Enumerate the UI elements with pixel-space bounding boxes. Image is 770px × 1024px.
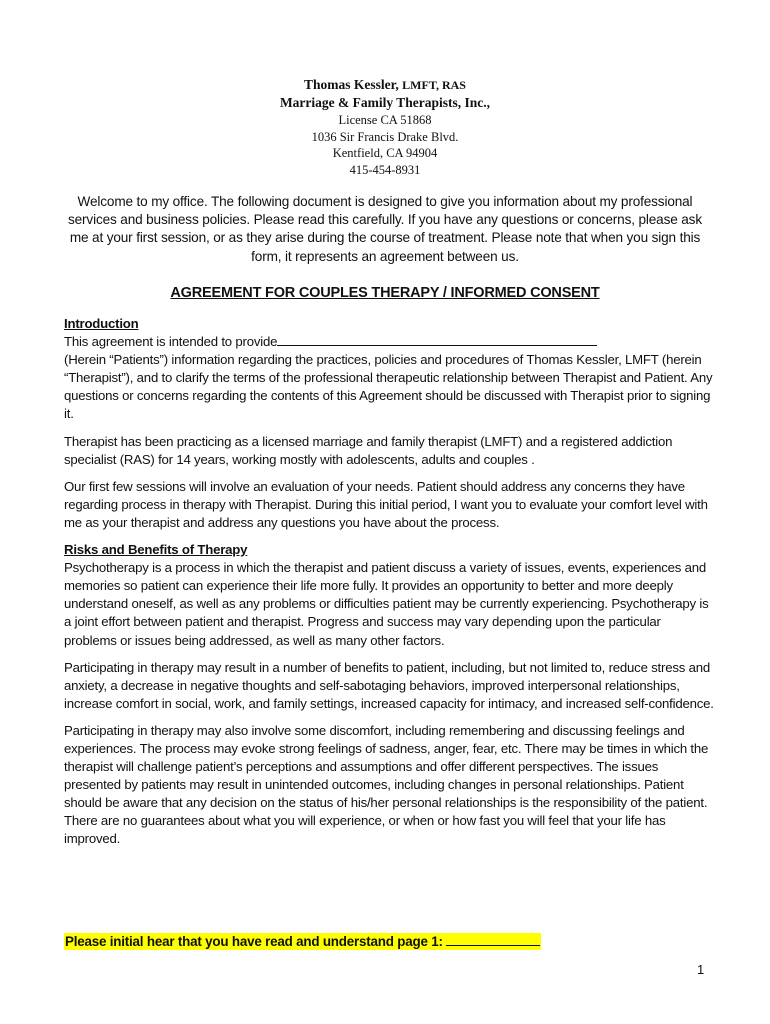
document-body bbox=[64, 315, 714, 858]
license-number: License CA 51868 bbox=[338, 113, 432, 127]
firm-name: Marriage & Family Therapists, Inc., bbox=[279, 95, 491, 110]
risks-paragraph-2: Participating in therapy may result in a number of benefits to patient, including, but not limited to, reduce stress and anxiety, a decrease in negative thoughts and self-sabotaging behaviors, improved interpersonal relationships, increase comfort in social, work, and family settings, increased capacity for intimacy, and increased self-confidence. bbox=[64, 659, 714, 711]
introduction-paragraph-2: Therapist has been practicing as a licensed marriage and family therapist (LMFT) and a registered addiction specialist (RAS) for 14 years, working mostly with adolescents, adults and couples . bbox=[64, 433, 673, 467]
therapist-name: Thomas Kessler, bbox=[304, 77, 399, 92]
therapist-credentials: LMFT, RAS bbox=[402, 78, 466, 92]
street-address: 1036 Sir Francis Drake Blvd. bbox=[311, 129, 459, 144]
introduction-rest: (Herein “Patients”) information regarding the practices, policies and procedures of Thomas Kessler, LMFT (herein “Therapist”), and to clarify the terms of the professional therapeutic relationship between Therapist and Patient. Any questions or concerns regarding the contents of this Agreement should be discussed with Therapist prior to signing it. bbox=[64, 352, 713, 422]
city-address: Kentfield, CA 94904 bbox=[332, 146, 438, 160]
patient-name-blank[interactable] bbox=[277, 333, 597, 346]
introduction-paragraph-3: Our first few sessions will involve an evaluation of your needs. Patient should address any concerns they have regarding process in therapy with Therapist. During this initial period, I want you to evaluate your comfort level with me as your therapist and address any questions you have about the process. bbox=[64, 478, 708, 530]
initial-prompt-text: Please initial hear that you have read and understand page 1: bbox=[65, 934, 447, 949]
introduction-paragraph-1 bbox=[64, 333, 714, 423]
therapist-name-line bbox=[0, 76, 770, 94]
risks-paragraph-3: Participating in therapy may also involve some discomfort, including remembering and discussing feelings and experiences. The process may evoke strong feelings of sadness, anger, fear, etc. There may be times in which the therapist will challenge patient’s perceptions and assumptions and offer different perspectives. The issues presented by patients may result in unintended outcomes, including changes in personal relationships. Patient should be aware that any decision on the status of his/her personal relationships is the responsibility of the patient. There are no guarantees about what you will experience, or when or how fast you will feel that your life has improved. bbox=[64, 722, 709, 847]
letterhead bbox=[0, 76, 770, 178]
risks-paragraph-1: Psychotherapy is a process in which the therapist and patient discuss a variety of issues, events, experiences and memories so patient can experience their life more fully. It provides an opportunity to better and more deeply understand oneself, as well as any problems or difficulties patient may be currently experiencing. Psychotherapy is a joint effort between patient and therapist. Progress and success may vary depending upon the particular problems or issues being addressed, as well as many other factors. bbox=[64, 560, 709, 648]
introduction-heading: Introduction bbox=[64, 316, 139, 331]
welcome-paragraph: Welcome to my office. The following document is designed to give you information about my professional services and business policies. Please read this carefully. If you have any questions or concerns, please ask me at your first session, or as they arise during the course of treatment. Please note that when you sign this form, it represents an agreement between us. bbox=[68, 194, 702, 264]
initial-blank[interactable] bbox=[446, 934, 540, 946]
document-title: AGREEMENT FOR COUPLES THERAPY / INFORMED CONSENT bbox=[170, 285, 600, 301]
risks-heading: Risks and Benefits of Therapy bbox=[64, 542, 248, 558]
page-number: 1 bbox=[697, 962, 705, 977]
phone-number: 415-454-8931 bbox=[349, 162, 421, 177]
introduction-lead: This agreement is intended to provide bbox=[64, 334, 278, 350]
initial-prompt bbox=[64, 933, 541, 950]
